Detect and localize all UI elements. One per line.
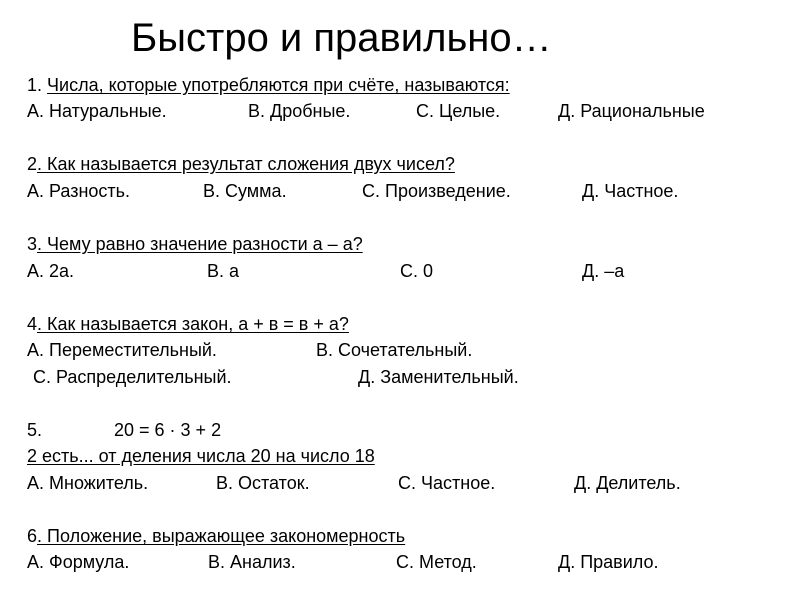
option-1c: С. Целые. <box>416 101 501 121</box>
option-6b: В. Анализ. <box>208 552 296 572</box>
option-3d: Д. –а <box>582 261 625 281</box>
question-4-number: 4 <box>27 314 38 334</box>
question-5-equation: 20 = 6 · 3 + 2 <box>114 420 222 440</box>
question-1-text: Числа, которые употребляются при счёте, называются: <box>47 75 510 95</box>
option-6a: А. Формула. <box>27 552 130 572</box>
question-6 <box>27 525 405 547</box>
question-3-number: 3 <box>27 234 38 254</box>
option-5d: Д. Делитель. <box>574 473 681 493</box>
option-4c: С. Распределительный. <box>33 367 232 387</box>
question-3 <box>27 233 363 255</box>
option-2a: А. Разность. <box>27 181 131 201</box>
option-4a: А. Переместительный. <box>27 340 217 360</box>
option-3b: В. а <box>207 261 240 281</box>
option-4b: В. Сочетательный. <box>316 340 473 360</box>
question-1-number: 1. <box>27 75 43 95</box>
page-title: Быстро и правильно… <box>131 16 552 60</box>
question-3-text: . Чему равно значение разности а – а? <box>37 234 363 254</box>
question-4 <box>27 313 349 335</box>
question-2-number: 2 <box>27 154 38 174</box>
option-6d: Д. Правило. <box>558 552 659 572</box>
question-6-number: 6 <box>27 526 38 546</box>
question-5-number: 5. <box>27 420 43 440</box>
option-3a: А. 2а. <box>27 261 75 281</box>
option-4d: Д. Заменительный. <box>358 367 519 387</box>
option-5b: В. Остаток. <box>216 473 310 493</box>
question-6-text: . Положение, выражающее закономерность <box>37 526 406 546</box>
option-2d: Д. Частное. <box>582 181 679 201</box>
option-1d: Д. Рациональные <box>558 101 705 121</box>
question-1 <box>27 74 510 96</box>
option-6c: С. Метод. <box>396 552 477 572</box>
question-2-text: . Как называется результат сложения двух чисел? <box>37 154 455 174</box>
question-4-text: . Как называется закон, а + в = в + а? <box>37 314 349 334</box>
option-2c: С. Произведение. <box>362 181 511 201</box>
question-2 <box>27 153 455 175</box>
option-3c: С. 0 <box>400 261 434 281</box>
option-5a: А. Множитель. <box>27 473 149 493</box>
question-5-text: 2 есть... от деления числа 20 на число 18 <box>27 446 375 466</box>
option-1a: А. Натуральные. <box>27 101 167 121</box>
option-2b: В. Сумма. <box>203 181 287 201</box>
option-5c: С. Частное. <box>398 473 496 493</box>
option-1b: В. Дробные. <box>248 101 351 121</box>
